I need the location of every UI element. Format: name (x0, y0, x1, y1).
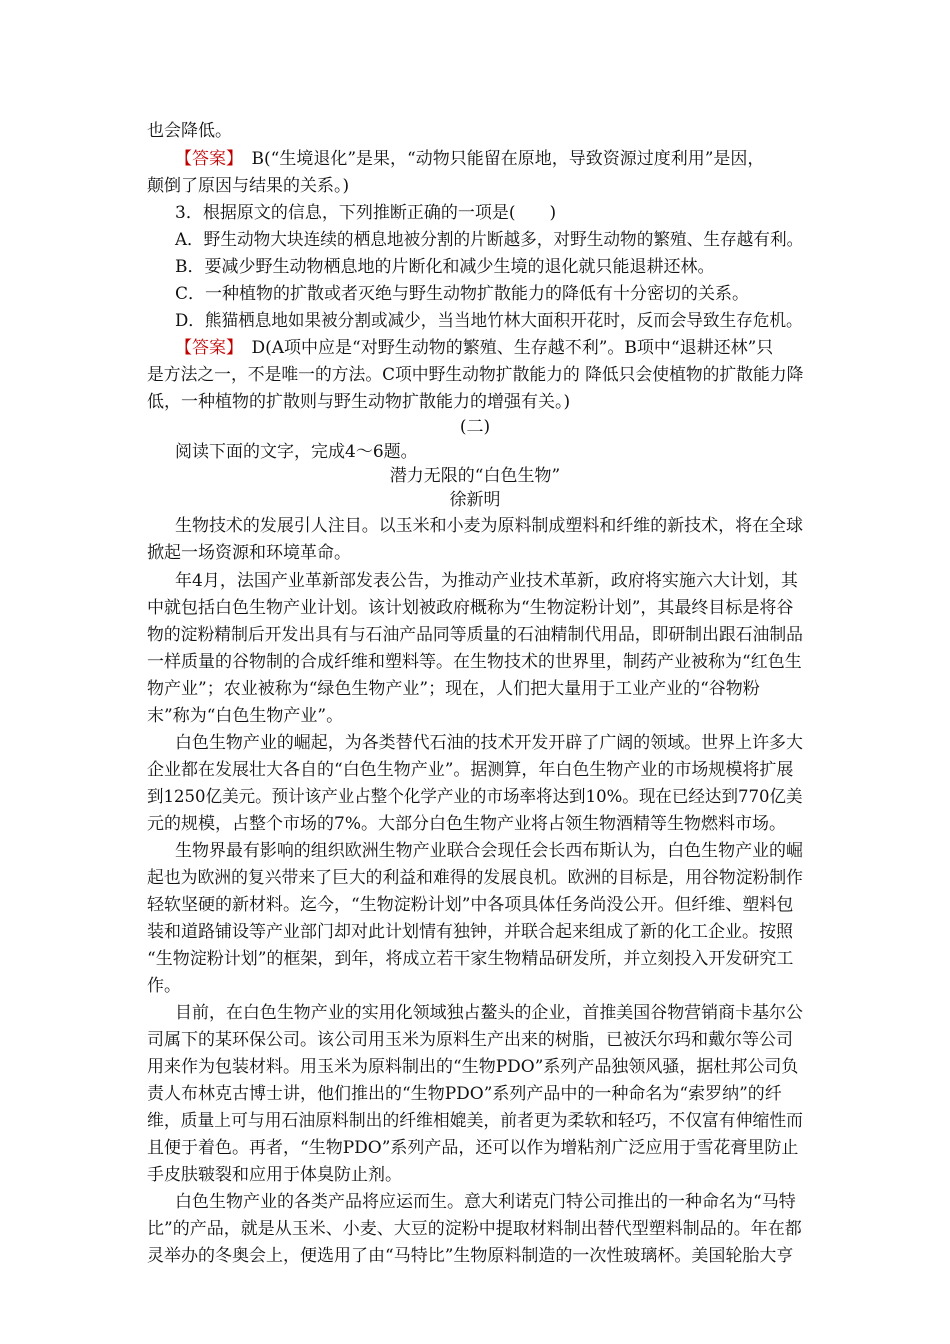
paragraph-line: “生物淀粉计划”的框架，到年，将成立若干家生物精品研发所，并立刻投入开发研究工 (147, 949, 794, 969)
paragraph-line: 年4月，法国产业革新部发表公告，为推动产业技术革新，政府将实施六大计划，其 (175, 571, 798, 591)
paragraph-line: 生物技术的发展引人注目。以玉米和小麦为原料制成塑料和纤维的新技术，将在全球 (175, 516, 803, 536)
paragraph-line: 白色生物产业的崛起，为各类替代石油的技术开发开辟了广阔的领域。世界上许多大 (175, 733, 803, 753)
article-author: 徐新明 (449, 490, 501, 510)
instruction-line: 阅读下面的文字，完成4～6题。 (175, 442, 418, 462)
paragraph-line: 作。 (147, 976, 181, 996)
paragraph-line: 到1250亿美元。预计该产业占整个化学产业的市场率将达到10%。现在已经达到770亿美 (147, 787, 803, 807)
paragraph-line: 比”的产品，就是从玉米、小麦、大豆的淀粉中提取材料制出替代型塑料制品的。年在都 (147, 1219, 802, 1239)
answer-line: 【答案】 B(“生境退化”是果，“动物只能留在原地，导致资源过度利用”是因， (175, 149, 765, 169)
paragraph-line: 物产业”；农业被称为“绿色生物产业”；现在，人们把大量用于工业产业的“谷物粉 (147, 679, 760, 699)
paragraph-line: 用来作为包装材料。用玉米为原料制出的“生物PDO”系列产品独领风骚，据杜邦公司负 (147, 1057, 799, 1077)
paragraph-line: 中就包括白色生物产业计划。该计划被政府概称为“生物淀粉计划”，其最终目标是将谷 (147, 598, 794, 618)
question-line: 3．根据原文的信息，下列推断正确的一项是( ) (175, 203, 557, 223)
option-d: D．熊猫栖息地如果被分割或减少，当当地竹林大面积开花时，反而会导致生存危机。 (175, 311, 803, 331)
paragraph-line: 物的淀粉精制后开发出具有与石油产品同等质量的石油精制代用品，即研制出跟石油制品 (147, 625, 803, 645)
option-b: B．要减少野生动物栖息地的片断化和减少生境的退化就只能退耕还林。 (175, 257, 715, 277)
paragraph-line: 元的规模，占整个市场的7%。大部分白色生物产业将占领生物酒精等生物燃料市场。 (147, 814, 786, 834)
paragraph-line: 装和道路铺设等产业部门却对此计划情有独钟，并联合起来组成了新的化工企业。按照 (147, 922, 793, 942)
text-line: 颠倒了原因与结果的关系。) (147, 176, 350, 196)
paragraph-line: 责人布林克古博士讲，他们推出的“生物PDO”系列产品中的一种命名为“索罗纳”的纤 (147, 1084, 782, 1104)
paragraph-line: 司属下的某环保公司。该公司用玉米为原料生产出来的树脂，已被沃尔玛和戴尔等公司 (147, 1030, 793, 1050)
paragraph-line: 灵举办的冬奥会上，便选用了由“马特比”生物原料制造的一次性玻璃杯。美国轮胎大亨 (147, 1246, 794, 1266)
paragraph-line: 生物界最有影响的组织欧洲生物产业联合会现任会长西布斯认为，白色生物产业的崛 (175, 841, 803, 861)
paragraph-line: 掀起一场资源和环境革命。 (147, 543, 351, 563)
paragraph-line: 白色生物产业的各类产品将应运而生。意大利诺克门特公司推出的一种命名为“马特 (175, 1192, 796, 1212)
paragraph-line: 手皮肤皲裂和应用于体臭防止剂。 (147, 1165, 402, 1185)
paragraph-line: 轻软坚硬的新材料。迄今，“生物淀粉计划”中各项具体任务尚没公开。但纤维、塑料包 (147, 895, 794, 915)
option-a: A．野生动物大块连续的栖息地被分割的片断越多，对野生动物的繁殖、生存越有利。 (175, 230, 804, 250)
paragraph-line: 起也为欧洲的复兴带来了巨大的利益和难得的发展良机。欧洲的目标是，用谷物淀粉制作 (147, 868, 803, 888)
paragraph-line: 末”称为“白色生物产业”。 (147, 706, 344, 726)
article-title: 潜力无限的“白色生物” (389, 466, 561, 486)
answer-line: 【答案】 D(A项中应是“对野生动物的繁殖、生存越不利”。B项中“退耕还林”只 (175, 338, 774, 358)
paragraph-line: 一样质量的谷物制的合成纤维和塑料等。在生物技术的世界里，制药产业被称为“红色生 (147, 652, 802, 672)
paragraph-line: 企业都在发展壮大各自的“白色生物产业”。据测算，年白色生物产业的市场规模将扩展 (147, 760, 794, 780)
text-line: 也会降低。 (147, 121, 232, 141)
answer-marker: 【答案】 (175, 338, 235, 358)
text-line: 低，一种植物的扩散则与野生动物扩散能力的增强有关。) (147, 392, 571, 412)
answer-marker: 【答案】 (175, 149, 235, 169)
paragraph-line: 维，质量上可与用石油原料制出的纤维相媲美，前者更为柔软和轻巧，不仅富有伸缩性而 (147, 1111, 803, 1131)
option-c: C．一种植物的扩散或者灭绝与野生动物扩散能力的降低有十分密切的关系。 (175, 284, 750, 304)
paragraph-line: 目前，在白色生物产业的实用化领域独占鳌头的企业，首推美国谷物营销商卡基尔公 (175, 1003, 803, 1023)
text-line: 是方法之一，不是唯一的方法。C项中野生动物扩散能力的 降低只会使植物的扩散能力降 (147, 365, 804, 385)
section-heading: (二) (459, 417, 491, 437)
paragraph-line: 且便于着色。再者，“生物PDO”系列产品，还可以作为增粘剂广泛应用于雪花膏里防止 (147, 1138, 799, 1158)
